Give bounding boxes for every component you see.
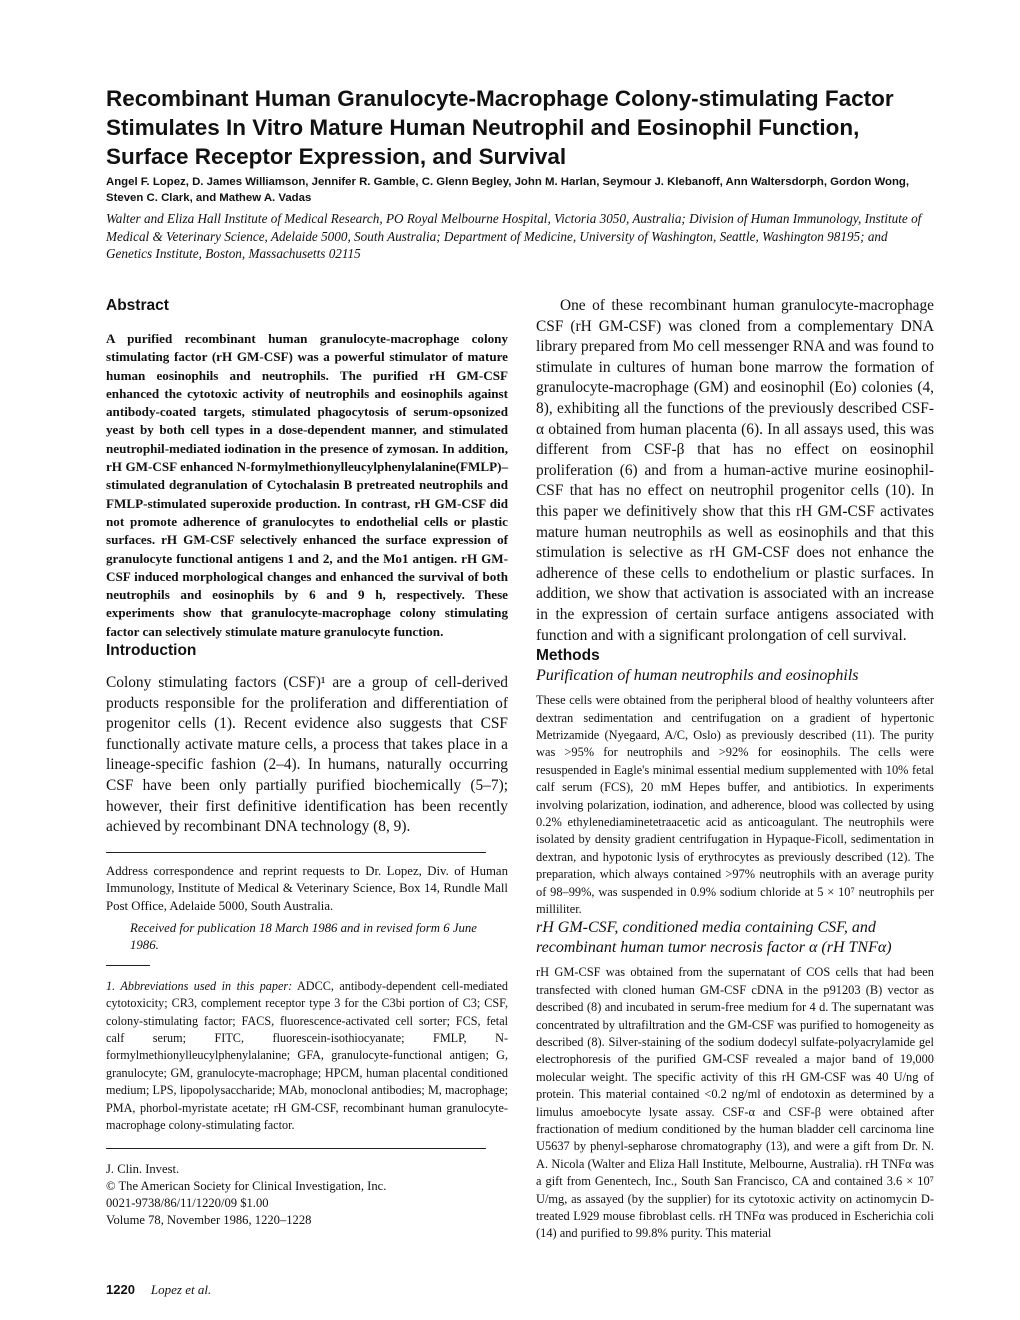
journal-divider [106, 1148, 486, 1149]
article-title: Recombinant Human Granulocyte-Macrophage Colony-stimulating Factor Stimulates In Vitro Mature Human Neutrophil and Eosinophil Function, Surface Receptor Expression, and Survival [106, 86, 894, 169]
journal-info [106, 1161, 508, 1228]
author-list: Angel F. Lopez, D. James Williamson, Jennifer R. Gamble, C. Glenn Begley, John M. Harlan, Seymour J. Klebanoff, Ann Waltersdorph, Gordon Wong, Steven C. Clark, and Mathew A. Vadas [106, 176, 910, 204]
journal-name: J. Clin. Invest. [106, 1162, 180, 1177]
abstract-text: A purified recombinant human granulocyte-macrophage colony stimulating factor (rH GM-CSF) was a powerful stimulator of mature human eosinophils and neutrophils. The purified rH GM-CSF enhanced the cytotoxic activity of neutrophils and eosinophils against antibody-coated targets, stimulated phagocytosis of serum-opsonized yeast by both cell types in a dose-dependent manner, and stimulated neutrophil-mediated iodination in the presence of zymosan. In addition, rH GM-CSF enhanced N-formylmethionylleucylphenylalanine(FMLP)–stimulated degranulation of Cytochalasin B pretreated neutrophils and FMLP-stimulated superoxide production. In contrast, rH GM-CSF did not promote adherence of granulocytes to endothelial cells or plastic surfaces. rH GM-CSF selectively enhanced the surface expression of granulocyte functional antigens 1 and 2, and the Mo1 antigen. rH GM-CSF induced morphological changes and enhanced the survival of both neutrophils and eosinophils by 6 and 9 h, respectively. These experiments show that granulocyte-macrophage colony stimulating factor can selectively stimulate mature granulocyte function. [106, 331, 508, 639]
right-column [536, 296, 934, 1243]
methods-subheading-gmcsf: rH GM-CSF, conditioned media containing CSF, and recombinant human tumor necrosis factor α (rH TNFα) [536, 919, 892, 957]
footnote-divider [106, 852, 486, 853]
methods-paragraph-purification: These cells were obtained from the peripheral blood of healthy volunteers after dextran sedimentation and centrifugation on a gradient of hypertonic Metrizamide (Nyegaard, A/C, Oslo) as previously described (11). The purity was >95% for neutrophils and >92% for eosinophils. The cells were resuspended in Eagle's minimal essential medium supplemented with 10% fetal calf serum (FCS), 20 mM Hepes buffer, and antibiotics. In experiments involving polarization, iodination, and adherence, blood was collected by using 0.2% ethylenediaminetetraacetic acid as anticoagulant. The neutrophils were isolated by density gradient centrifugation in Hypaque-Ficoll, sedimentation in dextran, and hypotonic lysis of erythrocytes as previously described (12). The preparation, which always contained >97% neutrophils with an average purity of 98–99%, was suspended in 0.9% sodium chloride at 5 × 10⁷ neutrophils per milliliter. [536, 693, 934, 916]
abbreviations-footnote [106, 978, 508, 1135]
received-note: Received for publication 18 March 1986 and in revised form 6 June 1986. [130, 920, 477, 953]
introduction-heading: Introduction [106, 642, 197, 660]
methods-heading: Methods [536, 647, 600, 665]
introduction-paragraph-2: One of these recombinant human granulocyte-macrophage CSF (rH GM-CSF) was cloned from a complementary DNA library prepared from Mo cell messenger RNA and was found to stimulate in cultures of human bone marrow the formation of granulocyte-macrophage (GM) and eosinophil (Eo) colonies (4, 8), exhibiting all the functions of the previously described CSF-α obtained from human placenta (6). In all assays used, this was different from CSF-β that has no effect on eosinophil proliferation (6) and from a human-active murine eosinophil-CSF that has no effect on neutrophil progenitor cells (10). In this paper we definitively show that this rH GM-CSF activates mature human neutrophils as well as eosinophils and that this stimulation is selective as rH GM-CSF does not enhance the adherence of these cells to endothelium or plastic surfaces. In addition, we show that activation is associated with an increase in the expression of certain surface antigens associated with function and with a significant prolongation of cell survival. [536, 297, 934, 644]
abbreviation-divider [106, 965, 150, 966]
issn-line: 0021-9738/86/11/1220/09 $1.00 [106, 1196, 269, 1211]
methods-paragraph-gmcsf: rH GM-CSF was obtained from the supernatant of COS cells that had been transfected with cloned human GM-CSF cDNA in the p91203 (B) vector as described (8) and incubated in serum-free medium for 4 d. The supernatant was concentrated by ultrafiltration and the GM-CSF was purified to homogeneity as described (8). Silver-staining of the sodium dodecyl sulfate-polyacrylamide gel electrophoresis of the purified GM-CSF revealed a major band of 19,000 molecular weight. The specific activity of this rH GM-CSF was 40 U/ng of protein. This material contained <0.2 ng/ml of endotoxin as determined by a limulus amoebocyte lysate assay. CSF-α and CSF-β were obtained after fractionation of medium conditioned by the human bladder cell carcinoma line U5637 by phenyl-sepharose chromatography (13), and were a gift from Dr. N. A. Nicola (Walter and Eliza Hall Institute, Melbourne, Australia). rH TNFα was a gift from Genentech, Inc., South San Francisco, CA and contained 3.6 × 10⁷ U/mg, as assayed (by the supplier) for its cytotoxic activity on actinomycin D-treated L929 mouse fibroblast cells. rH TNFα was produced in Escherichia coli (14) and purified to 99.8% purity. This material [536, 965, 934, 1241]
methods-subheading-purification: Purification of human neutrophils and eosinophils [536, 667, 859, 685]
volume-line: Volume 78, November 1986, 1220–1228 [106, 1212, 312, 1227]
left-column [106, 296, 508, 1229]
running-head: Lopez et al. [150, 1282, 212, 1297]
correspondence-note: Address correspondence and reprint requests to Dr. Lopez, Div. of Human Immunology, Institute of Medical & Veterinary Science, Box 14, Rundle Mall Post Office, Adelaide 5000, South Australia. [106, 863, 508, 913]
abstract-heading: Abstract [106, 297, 169, 314]
copyright-line: © The American Society for Clinical Investigation, Inc. [106, 1179, 387, 1194]
abbreviations-text: ADCC, antibody-dependent cell-mediated cytotoxicity; CR3, complement receptor type 3 for the C3bi portion of C3; CSF, colony-stimulating factor; FACS, fluorescence-activated cell sorter; FCS, fetal calf serum; FITC, fluorescein-isothiocyanate; FMLP, N-formylmethionylleucylphenylalanine; GFA, granulocyte-functional antigen; G, granulocyte; GM, granulocyte-macrophage; HPCM, human placental conditioned medium; LPS, lipopolysaccharide; MAb, monoclonal antibodies; M, macrophage; PMA, phorbol-myristate acetate; rH GM-CSF, recombinant human granulocyte-macrophage colony-stimulating factor. [106, 978, 508, 1133]
page-number: 1220 [106, 1282, 135, 1297]
abbreviations-label: 1. Abbreviations used in this paper: [106, 978, 293, 993]
affiliations: Walter and Eliza Hall Institute of Medical Research, PO Royal Melbourne Hospital, Victoria 3050, Australia; Division of Human Immunology, Institute of Medical & Veterinary Science, Adelaide 5000, South Australia; Department of Medicine, University of Washington, Seattle, Washington 98195; and Genetics Institute, Boston, Massachusetts 02115 [106, 211, 922, 261]
introduction-paragraph-1: Colony stimulating factors (CSF)¹ are a group of cell-derived products responsible for the proliferation and differentiation of progenitor cells (1). Recent evidence also suggests that CSF functionally activate mature cells, a process that takes place in a lineage-specific fashion (2–4). In humans, naturally occurring CSF have been only partially purified biochemically (5–7); however, their first definitive identification has been recently achieved by recombinant DNA technology (8, 9). [106, 674, 508, 836]
page-footer [106, 1282, 211, 1298]
